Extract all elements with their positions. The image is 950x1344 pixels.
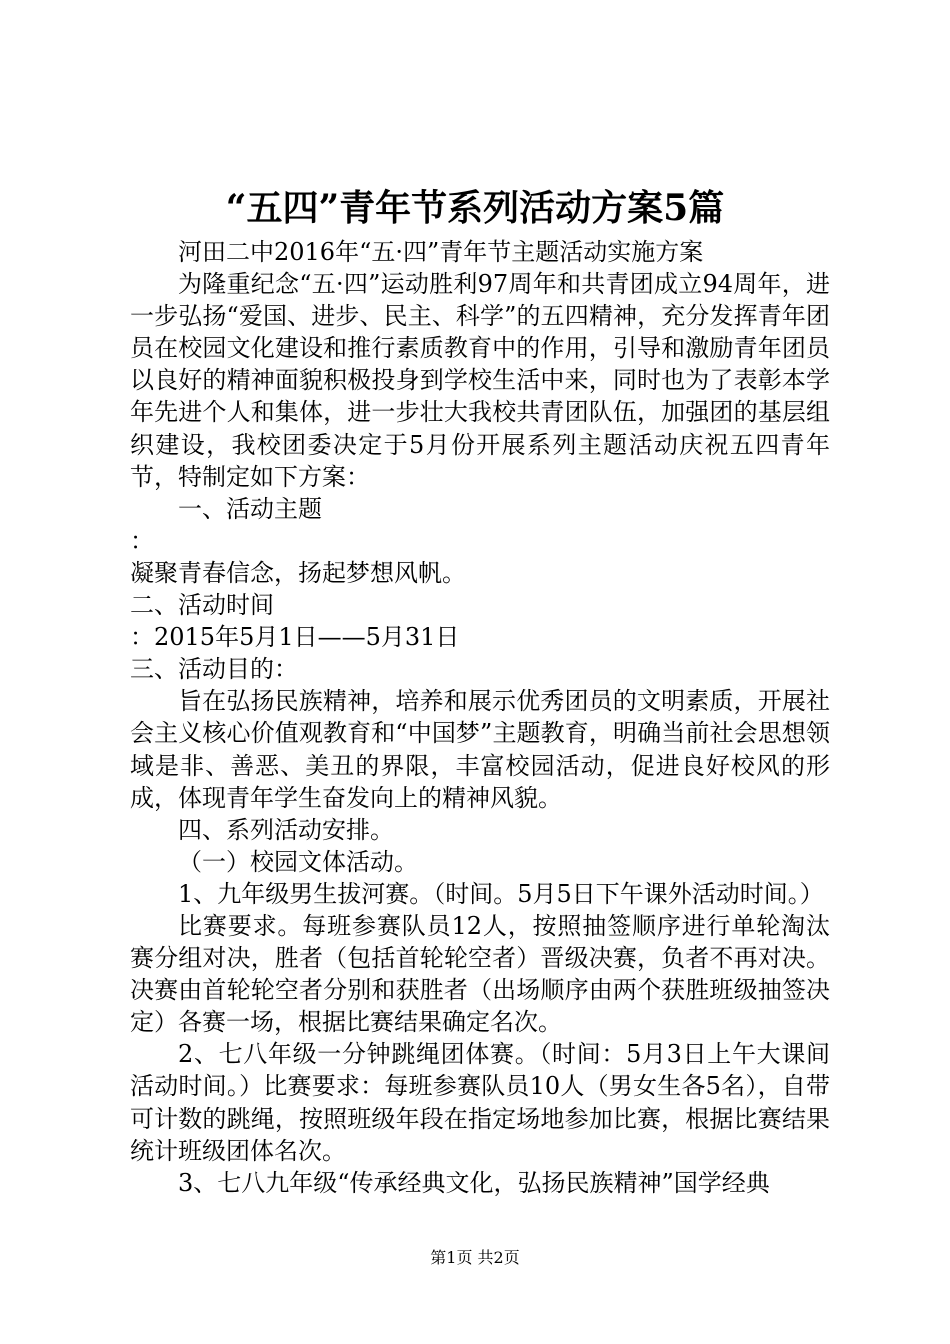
paragraph-school-plan-heading: 河田二中2016年“五·四”青年节主题活动实施方案 xyxy=(178,238,704,266)
paragraph-tug-of-war-rules: 比赛要求。每班参赛队员12人，按照抽签顺序进行单轮淘汰赛分组对决，胜者（包括首轮轮空者）晋级决赛，负者不再对决。决赛由首轮轮空者分别和获胜者（出场顺序由两个获胜班级抽签决定）各赛一场，根据比赛结果确定名次。 xyxy=(130,911,830,1037)
subsection-heading-campus: （一）校园文体活动。 xyxy=(178,847,418,876)
document-title: “五四”青年节系列活动方案5篇 xyxy=(225,187,725,229)
paragraph-rope-skipping: 2、七八年级一分钟跳绳团体赛。（时间：5月3日上午大课间活动时间。）比赛要求：每班参赛队员10人（男女生各5名），自带可计数的跳绳，按照班级年段在指定场地参加比赛，根据比赛结果统计班级团体名次。 xyxy=(130,1040,830,1165)
paragraph-classics: 3、七八九年级“传承经典文化，弘扬民族精神”国学经典 xyxy=(178,1168,770,1197)
document-body xyxy=(130,236,830,1199)
paragraph-intro: 为隆重纪念“五·四”运动胜利97周年和共青团成立94周年，进一步弘扬“爱国、进步、民主、科学”的五四精神，充分发挥青年团员在校园文化建设和推行素质教育中的作用，引导和激励青年团员以良好的精神面貌积极投身到学校生活中来，同时也为了表彰本学年先进个人和集体，进一步壮大我校共青团队伍，加强团的基层组织建设，我校团委决定于5月份开展系列主题活动庆祝五四青年节，特制定如下方案： xyxy=(130,270,830,491)
paragraph-theme: 凝聚青春信念，扬起梦想风帆。 xyxy=(130,558,466,587)
paragraph-tug-of-war: 1、九年级男生拔河赛。（时间。5月5日下午课外活动时间。） xyxy=(178,879,824,908)
paragraph-purpose: 旨在弘扬民族精神，培养和展示优秀团员的文明素质，开展社会主义核心价值观教育和“中国梦”主题教育，明确当前社会思想领域是非、善恶、美丑的界限，丰富校园活动，促进良好校风的形成，体现青年学生奋发向上的精神风貌。 xyxy=(130,687,830,812)
section-heading-purpose: 三、活动目的： xyxy=(130,655,298,684)
paragraph-colon: ： xyxy=(130,526,154,555)
paragraph-time: ：2015年5月1日——5月31日 xyxy=(130,623,460,652)
page-footer: 第1页 共2页 xyxy=(430,1248,520,1267)
section-heading-activities: 四、系列活动安排。 xyxy=(178,815,394,844)
section-heading-time: 二、活动时间 xyxy=(130,591,274,620)
section-heading-theme: 一、活动主题 xyxy=(178,494,322,523)
